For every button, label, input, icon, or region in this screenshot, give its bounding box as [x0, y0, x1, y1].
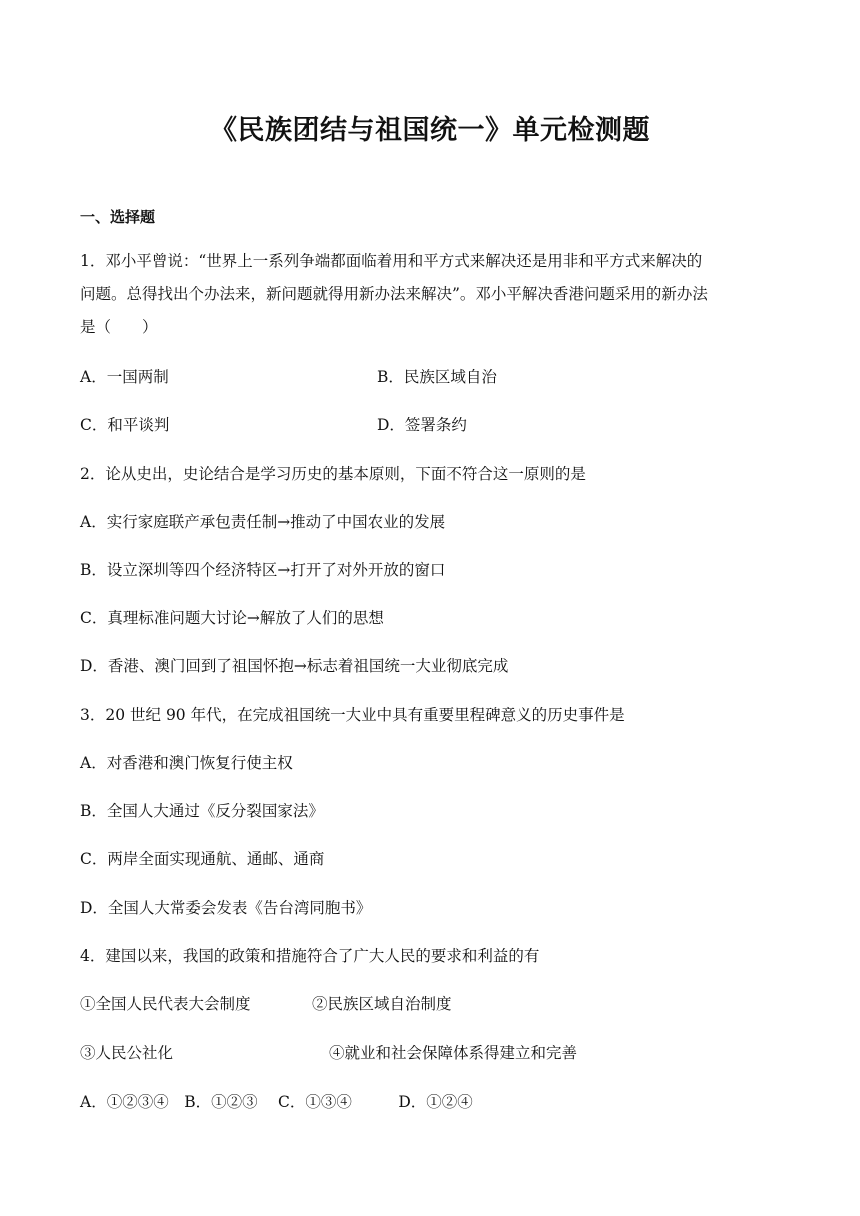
document-title: 《民族团结与祖国统一》单元检测题 — [210, 115, 650, 146]
section-heading: 一、选择题 — [80, 208, 156, 226]
question-3-option-d: D．全国人大常委会发表《告台湾同胞书》 — [80, 899, 372, 917]
question-2-option-d: D．香港、澳门回到了祖国怀抱→标志着祖国统一大业彻底完成 — [80, 657, 509, 675]
question-4-item-4: ④就业和社会保障体系得建立和完善 — [329, 1044, 578, 1062]
question-4-options: A．①②③④ B．①②③ C．①③④ D．①②④ — [80, 1093, 473, 1111]
question-1-option-b: B．民族区域自治 — [377, 368, 497, 386]
question-4-item-2: ②民族区域自治制度 — [312, 995, 452, 1013]
question-1-option-a: A．一国两制 — [80, 368, 169, 386]
question-3-stem: 3．20 世纪 90 年代，在完成祖国统一大业中具有重要里程碑意义的历史事件是 — [80, 706, 625, 724]
question-3-option-a: A．对香港和澳门恢复行使主权 — [80, 754, 293, 772]
question-2-option-a: A．实行家庭联产承包责任制→推动了中国农业的发展 — [80, 513, 446, 531]
question-1-line-2: 问题。总得找出个办法来，新问题就得用新办法来解决”。邓小平解决香港问题采用的新办法 — [80, 285, 708, 303]
question-2-option-b: B．设立深圳等四个经济特区→打开了对外开放的窗口 — [80, 561, 446, 579]
question-1-option-c: C．和平谈判 — [80, 416, 170, 434]
question-2-stem: 2．论从史出，史论结合是学习历史的基本原则，下面不符合这一原则的是 — [80, 465, 586, 483]
question-1-option-d: D．签署条约 — [377, 416, 467, 434]
question-2-option-c: C．真理标准问题大讨论→解放了人们的思想 — [80, 609, 384, 627]
question-3-option-c: C．两岸全面实现通航、通邮、通商 — [80, 850, 325, 868]
question-4-stem: 4．建国以来，我国的政策和措施符合了广大人民的要求和利益的有 — [80, 947, 540, 965]
question-1-line-3: 是（ ） — [80, 318, 158, 336]
question-4-item-1: ①全国人民代表大会制度 — [80, 995, 251, 1013]
question-3-option-b: B．全国人大通过《反分裂国家法》 — [80, 802, 324, 820]
question-4-item-3: ③人民公社化 — [80, 1044, 174, 1062]
question-1-line-1: 1．邓小平曾说：“世界上一系列争端都面临着用和平方式来解决还是用非和平方式来解决的 — [80, 252, 703, 270]
